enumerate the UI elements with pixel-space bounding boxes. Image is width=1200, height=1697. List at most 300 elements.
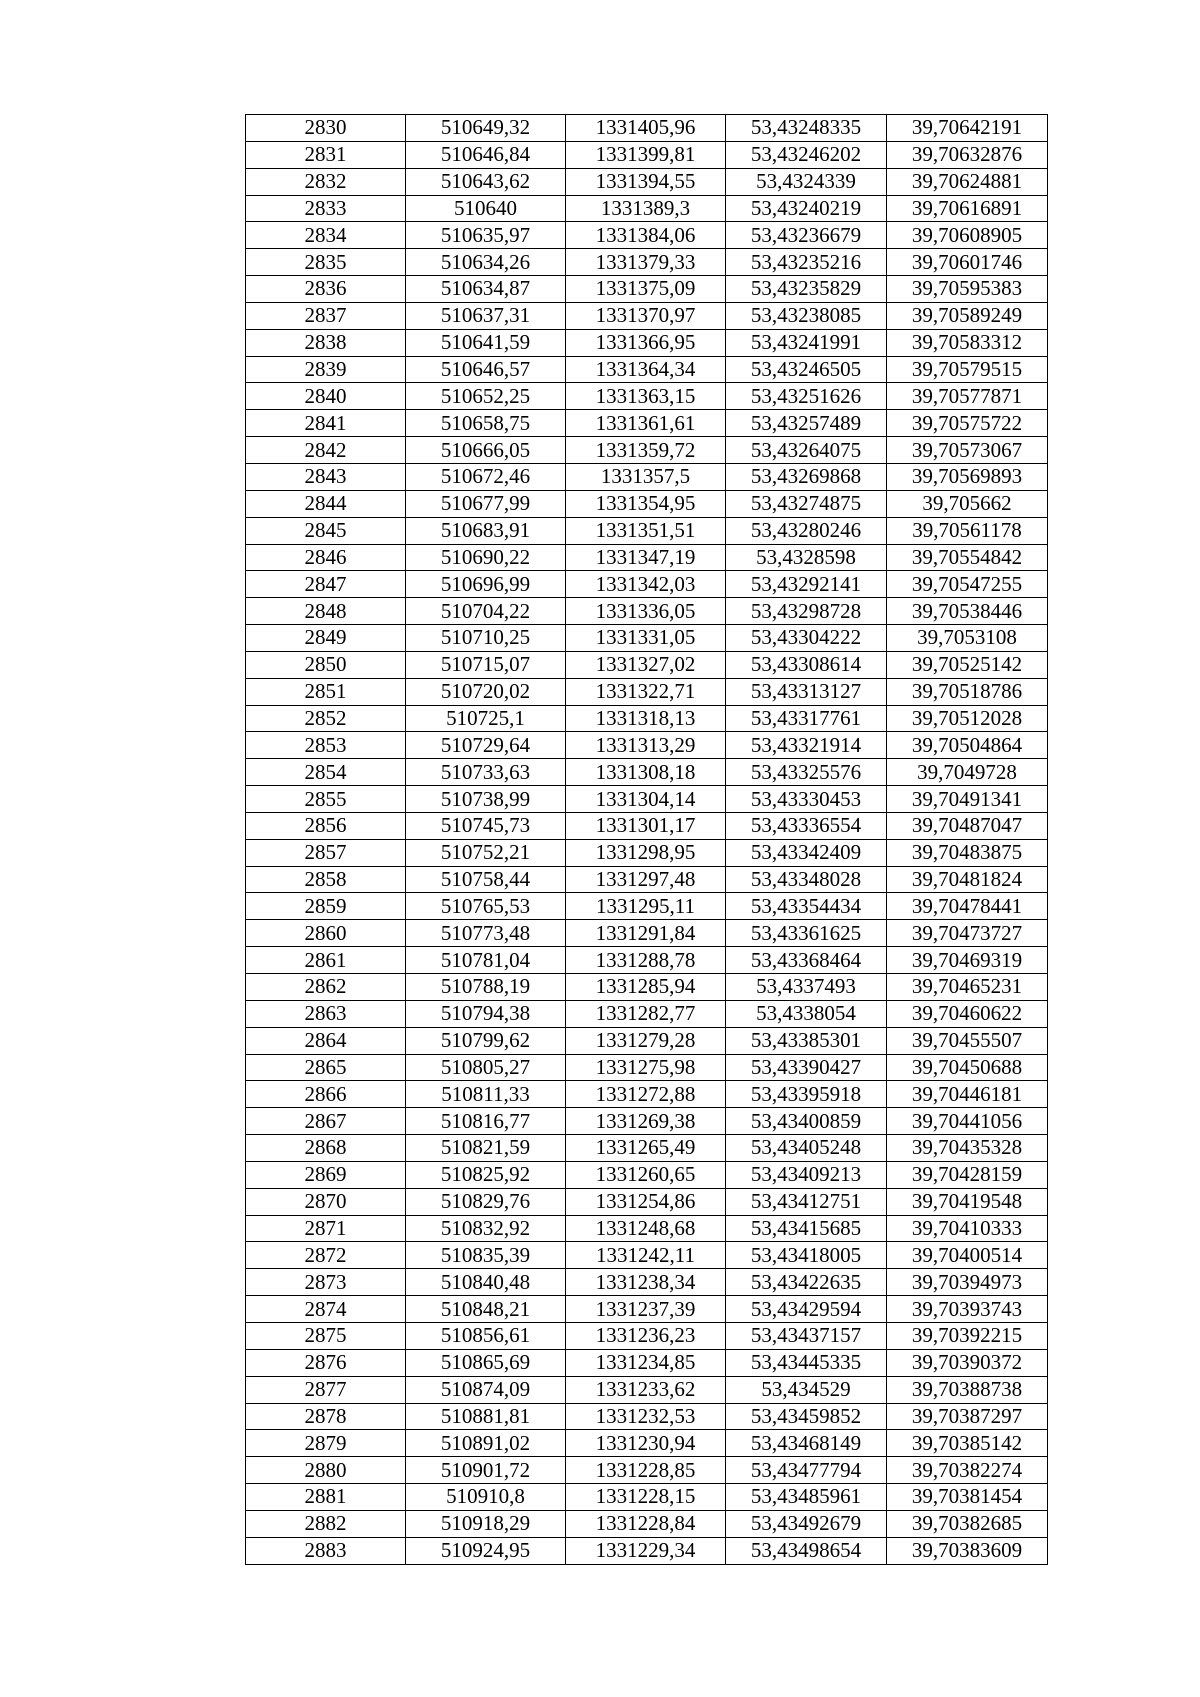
table-row — [246, 947, 1048, 974]
y-coordinate-cell: 1331318,13 — [566, 705, 726, 732]
latitude-cell: 53,43321914 — [726, 732, 887, 759]
y-coordinate-cell: 1331233,62 — [566, 1376, 726, 1403]
latitude-cell: 53,43498654 — [726, 1537, 887, 1564]
x-coordinate-cell: 510634,87 — [406, 276, 566, 303]
table-row — [246, 1081, 1048, 1108]
longitude-cell: 39,70381454 — [887, 1484, 1048, 1511]
point-number-cell: 2863 — [246, 1000, 406, 1027]
latitude-cell: 53,43354434 — [726, 893, 887, 920]
point-number-cell: 2868 — [246, 1135, 406, 1162]
latitude-cell: 53,43269868 — [726, 463, 887, 490]
point-number-cell: 2865 — [246, 1054, 406, 1081]
y-coordinate-cell: 1331228,85 — [566, 1457, 726, 1484]
point-number-cell: 2848 — [246, 598, 406, 625]
y-coordinate-cell: 1331342,03 — [566, 571, 726, 598]
y-coordinate-cell: 1331260,65 — [566, 1161, 726, 1188]
y-coordinate-cell: 1331370,97 — [566, 302, 726, 329]
x-coordinate-cell: 510825,92 — [406, 1161, 566, 1188]
x-coordinate-cell: 510646,84 — [406, 141, 566, 168]
latitude-cell: 53,43336554 — [726, 812, 887, 839]
longitude-cell: 39,70435328 — [887, 1135, 1048, 1162]
longitude-cell: 39,70455507 — [887, 1027, 1048, 1054]
table-row — [246, 920, 1048, 947]
y-coordinate-cell: 1331234,85 — [566, 1349, 726, 1376]
point-number-cell: 2858 — [246, 866, 406, 893]
x-coordinate-cell: 510696,99 — [406, 571, 566, 598]
y-coordinate-cell: 1331363,15 — [566, 383, 726, 410]
y-coordinate-cell: 1331399,81 — [566, 141, 726, 168]
table-row — [246, 1322, 1048, 1349]
table-row — [246, 651, 1048, 678]
point-number-cell: 2864 — [246, 1027, 406, 1054]
latitude-cell: 53,43342409 — [726, 839, 887, 866]
y-coordinate-cell: 1331272,88 — [566, 1081, 726, 1108]
table-row — [246, 195, 1048, 222]
table-row — [246, 974, 1048, 1001]
latitude-cell: 53,4338054 — [726, 1000, 887, 1027]
table-row — [246, 1510, 1048, 1537]
longitude-cell: 39,70469319 — [887, 947, 1048, 974]
x-coordinate-cell: 510637,31 — [406, 302, 566, 329]
x-coordinate-cell: 510773,48 — [406, 920, 566, 947]
latitude-cell: 53,43395918 — [726, 1081, 887, 1108]
latitude-cell: 53,43235829 — [726, 276, 887, 303]
latitude-cell: 53,43274875 — [726, 490, 887, 517]
table-row — [246, 490, 1048, 517]
point-number-cell: 2875 — [246, 1322, 406, 1349]
longitude-cell: 39,70460622 — [887, 1000, 1048, 1027]
longitude-cell: 39,70512028 — [887, 705, 1048, 732]
y-coordinate-cell: 1331228,15 — [566, 1484, 726, 1511]
table-row — [246, 1135, 1048, 1162]
x-coordinate-cell: 510832,92 — [406, 1215, 566, 1242]
point-number-cell: 2857 — [246, 839, 406, 866]
point-number-cell: 2837 — [246, 302, 406, 329]
point-number-cell: 2866 — [246, 1081, 406, 1108]
latitude-cell: 53,434529 — [726, 1376, 887, 1403]
x-coordinate-cell: 510829,76 — [406, 1188, 566, 1215]
table-row — [246, 544, 1048, 571]
x-coordinate-cell: 510865,69 — [406, 1349, 566, 1376]
point-number-cell: 2862 — [246, 974, 406, 1001]
longitude-cell: 39,70595383 — [887, 276, 1048, 303]
point-number-cell: 2831 — [246, 141, 406, 168]
point-number-cell: 2854 — [246, 759, 406, 786]
latitude-cell: 53,43251626 — [726, 383, 887, 410]
longitude-cell: 39,70538446 — [887, 598, 1048, 625]
point-number-cell: 2856 — [246, 812, 406, 839]
longitude-cell: 39,70579515 — [887, 356, 1048, 383]
latitude-cell: 53,43409213 — [726, 1161, 887, 1188]
x-coordinate-cell: 510725,1 — [406, 705, 566, 732]
x-coordinate-cell: 510720,02 — [406, 678, 566, 705]
longitude-cell: 39,70518786 — [887, 678, 1048, 705]
y-coordinate-cell: 1331375,09 — [566, 276, 726, 303]
coordinates-table — [245, 114, 1048, 1565]
y-coordinate-cell: 1331242,11 — [566, 1242, 726, 1269]
point-number-cell: 2872 — [246, 1242, 406, 1269]
point-number-cell: 2878 — [246, 1403, 406, 1430]
x-coordinate-cell: 510690,22 — [406, 544, 566, 571]
y-coordinate-cell: 1331336,05 — [566, 598, 726, 625]
latitude-cell: 53,43418005 — [726, 1242, 887, 1269]
latitude-cell: 53,4337493 — [726, 974, 887, 1001]
point-number-cell: 2873 — [246, 1269, 406, 1296]
y-coordinate-cell: 1331361,61 — [566, 410, 726, 437]
latitude-cell: 53,43304222 — [726, 625, 887, 652]
x-coordinate-cell: 510729,64 — [406, 732, 566, 759]
longitude-cell: 39,70561178 — [887, 517, 1048, 544]
table-row — [246, 168, 1048, 195]
table-row — [246, 437, 1048, 464]
y-coordinate-cell: 1331308,18 — [566, 759, 726, 786]
longitude-cell: 39,70487047 — [887, 812, 1048, 839]
latitude-cell: 53,43257489 — [726, 410, 887, 437]
latitude-cell: 53,43405248 — [726, 1135, 887, 1162]
longitude-cell: 39,7053108 — [887, 625, 1048, 652]
x-coordinate-cell: 510677,99 — [406, 490, 566, 517]
longitude-cell: 39,70393743 — [887, 1296, 1048, 1323]
y-coordinate-cell: 1331236,23 — [566, 1322, 726, 1349]
table-row — [246, 115, 1048, 142]
longitude-cell: 39,70450688 — [887, 1054, 1048, 1081]
longitude-cell: 39,7049728 — [887, 759, 1048, 786]
x-coordinate-cell: 510874,09 — [406, 1376, 566, 1403]
point-number-cell: 2880 — [246, 1457, 406, 1484]
longitude-cell: 39,70616891 — [887, 195, 1048, 222]
table-row — [246, 1537, 1048, 1564]
longitude-cell: 39,70394973 — [887, 1269, 1048, 1296]
y-coordinate-cell: 1331347,19 — [566, 544, 726, 571]
longitude-cell: 39,70483875 — [887, 839, 1048, 866]
x-coordinate-cell: 510848,21 — [406, 1296, 566, 1323]
latitude-cell: 53,43325576 — [726, 759, 887, 786]
y-coordinate-cell: 1331322,71 — [566, 678, 726, 705]
latitude-cell: 53,43241991 — [726, 329, 887, 356]
x-coordinate-cell: 510658,75 — [406, 410, 566, 437]
y-coordinate-cell: 1331237,39 — [566, 1296, 726, 1323]
table-row — [246, 678, 1048, 705]
point-number-cell: 2833 — [246, 195, 406, 222]
table-row — [246, 410, 1048, 437]
y-coordinate-cell: 1331232,53 — [566, 1403, 726, 1430]
table-row — [246, 1161, 1048, 1188]
latitude-cell: 53,43235216 — [726, 249, 887, 276]
x-coordinate-cell: 510910,8 — [406, 1484, 566, 1511]
x-coordinate-cell: 510856,61 — [406, 1322, 566, 1349]
x-coordinate-cell: 510745,73 — [406, 812, 566, 839]
latitude-cell: 53,43459852 — [726, 1403, 887, 1430]
y-coordinate-cell: 1331279,28 — [566, 1027, 726, 1054]
x-coordinate-cell: 510758,44 — [406, 866, 566, 893]
point-number-cell: 2870 — [246, 1188, 406, 1215]
longitude-cell: 39,70608905 — [887, 222, 1048, 249]
table-row — [246, 625, 1048, 652]
point-number-cell: 2836 — [246, 276, 406, 303]
latitude-cell: 53,43330453 — [726, 786, 887, 813]
latitude-cell: 53,43292141 — [726, 571, 887, 598]
table-row — [246, 1376, 1048, 1403]
longitude-cell: 39,705662 — [887, 490, 1048, 517]
table-row — [246, 1054, 1048, 1081]
longitude-cell: 39,70446181 — [887, 1081, 1048, 1108]
table-row — [246, 1403, 1048, 1430]
table-row — [246, 141, 1048, 168]
longitude-cell: 39,70478441 — [887, 893, 1048, 920]
latitude-cell: 53,43240219 — [726, 195, 887, 222]
longitude-cell: 39,70577871 — [887, 383, 1048, 410]
latitude-cell: 53,43492679 — [726, 1510, 887, 1537]
longitude-cell: 39,70382274 — [887, 1457, 1048, 1484]
y-coordinate-cell: 1331275,98 — [566, 1054, 726, 1081]
y-coordinate-cell: 1331295,11 — [566, 893, 726, 920]
latitude-cell: 53,43485961 — [726, 1484, 887, 1511]
latitude-cell: 53,43236679 — [726, 222, 887, 249]
table-row — [246, 812, 1048, 839]
latitude-cell: 53,4328598 — [726, 544, 887, 571]
x-coordinate-cell: 510640 — [406, 195, 566, 222]
x-coordinate-cell: 510891,02 — [406, 1430, 566, 1457]
y-coordinate-cell: 1331248,68 — [566, 1215, 726, 1242]
y-coordinate-cell: 1331304,14 — [566, 786, 726, 813]
point-number-cell: 2877 — [246, 1376, 406, 1403]
table-row — [246, 893, 1048, 920]
x-coordinate-cell: 510710,25 — [406, 625, 566, 652]
table-row — [246, 1188, 1048, 1215]
point-number-cell: 2867 — [246, 1108, 406, 1135]
point-number-cell: 2852 — [246, 705, 406, 732]
point-number-cell: 2874 — [246, 1296, 406, 1323]
point-number-cell: 2849 — [246, 625, 406, 652]
x-coordinate-cell: 510733,63 — [406, 759, 566, 786]
longitude-cell: 39,70632876 — [887, 141, 1048, 168]
table-row — [246, 356, 1048, 383]
latitude-cell: 53,43437157 — [726, 1322, 887, 1349]
y-coordinate-cell: 1331394,55 — [566, 168, 726, 195]
point-number-cell: 2879 — [246, 1430, 406, 1457]
point-number-cell: 2830 — [246, 115, 406, 142]
table-row — [246, 222, 1048, 249]
longitude-cell: 39,70388738 — [887, 1376, 1048, 1403]
longitude-cell: 39,70525142 — [887, 651, 1048, 678]
table-row — [246, 1000, 1048, 1027]
table-row — [246, 1296, 1048, 1323]
y-coordinate-cell: 1331298,95 — [566, 839, 726, 866]
point-number-cell: 2840 — [246, 383, 406, 410]
latitude-cell: 53,43313127 — [726, 678, 887, 705]
x-coordinate-cell: 510634,26 — [406, 249, 566, 276]
x-coordinate-cell: 510765,53 — [406, 893, 566, 920]
x-coordinate-cell: 510788,19 — [406, 974, 566, 1001]
table-row — [246, 517, 1048, 544]
table-row — [246, 786, 1048, 813]
point-number-cell: 2853 — [246, 732, 406, 759]
latitude-cell: 53,43246505 — [726, 356, 887, 383]
latitude-cell: 53,43445335 — [726, 1349, 887, 1376]
x-coordinate-cell: 510646,57 — [406, 356, 566, 383]
y-coordinate-cell: 1331359,72 — [566, 437, 726, 464]
point-number-cell: 2839 — [246, 356, 406, 383]
point-number-cell: 2844 — [246, 490, 406, 517]
x-coordinate-cell: 510901,72 — [406, 1457, 566, 1484]
y-coordinate-cell: 1331269,38 — [566, 1108, 726, 1135]
y-coordinate-cell: 1331405,96 — [566, 115, 726, 142]
latitude-cell: 53,43400859 — [726, 1108, 887, 1135]
longitude-cell: 39,70569893 — [887, 463, 1048, 490]
latitude-cell: 53,43280246 — [726, 517, 887, 544]
y-coordinate-cell: 1331331,05 — [566, 625, 726, 652]
longitude-cell: 39,70624881 — [887, 168, 1048, 195]
point-number-cell: 2843 — [246, 463, 406, 490]
point-number-cell: 2859 — [246, 893, 406, 920]
y-coordinate-cell: 1331230,94 — [566, 1430, 726, 1457]
table-row — [246, 598, 1048, 625]
latitude-cell: 53,43264075 — [726, 437, 887, 464]
point-number-cell: 2861 — [246, 947, 406, 974]
x-coordinate-cell: 510781,04 — [406, 947, 566, 974]
table-row — [246, 1108, 1048, 1135]
point-number-cell: 2847 — [246, 571, 406, 598]
table-row — [246, 571, 1048, 598]
x-coordinate-cell: 510672,46 — [406, 463, 566, 490]
y-coordinate-cell: 1331297,48 — [566, 866, 726, 893]
point-number-cell: 2834 — [246, 222, 406, 249]
x-coordinate-cell: 510918,29 — [406, 1510, 566, 1537]
point-number-cell: 2871 — [246, 1215, 406, 1242]
y-coordinate-cell: 1331313,29 — [566, 732, 726, 759]
y-coordinate-cell: 1331238,34 — [566, 1269, 726, 1296]
longitude-cell: 39,70589249 — [887, 302, 1048, 329]
point-number-cell: 2876 — [246, 1349, 406, 1376]
latitude-cell: 53,43348028 — [726, 866, 887, 893]
latitude-cell: 53,43422635 — [726, 1269, 887, 1296]
table-row — [246, 732, 1048, 759]
x-coordinate-cell: 510924,95 — [406, 1537, 566, 1564]
table-row — [246, 1457, 1048, 1484]
table-row — [246, 1430, 1048, 1457]
table-row — [246, 1349, 1048, 1376]
point-number-cell: 2869 — [246, 1161, 406, 1188]
point-number-cell: 2883 — [246, 1537, 406, 1564]
y-coordinate-cell: 1331327,02 — [566, 651, 726, 678]
longitude-cell: 39,70573067 — [887, 437, 1048, 464]
y-coordinate-cell: 1331351,51 — [566, 517, 726, 544]
longitude-cell: 39,70583312 — [887, 329, 1048, 356]
x-coordinate-cell: 510635,97 — [406, 222, 566, 249]
point-number-cell: 2882 — [246, 1510, 406, 1537]
y-coordinate-cell: 1331288,78 — [566, 947, 726, 974]
table-row — [246, 463, 1048, 490]
y-coordinate-cell: 1331285,94 — [566, 974, 726, 1001]
latitude-cell: 53,43308614 — [726, 651, 887, 678]
x-coordinate-cell: 510752,21 — [406, 839, 566, 866]
table-row — [246, 759, 1048, 786]
point-number-cell: 2841 — [246, 410, 406, 437]
table-row — [246, 705, 1048, 732]
longitude-cell: 39,70382685 — [887, 1510, 1048, 1537]
x-coordinate-cell: 510816,77 — [406, 1108, 566, 1135]
table-row — [246, 302, 1048, 329]
latitude-cell: 53,43317761 — [726, 705, 887, 732]
latitude-cell: 53,43298728 — [726, 598, 887, 625]
longitude-cell: 39,70390372 — [887, 1349, 1048, 1376]
x-coordinate-cell: 510794,38 — [406, 1000, 566, 1027]
longitude-cell: 39,70575722 — [887, 410, 1048, 437]
y-coordinate-cell: 1331389,3 — [566, 195, 726, 222]
point-number-cell: 2881 — [246, 1484, 406, 1511]
x-coordinate-cell: 510641,59 — [406, 329, 566, 356]
point-number-cell: 2850 — [246, 651, 406, 678]
x-coordinate-cell: 510704,22 — [406, 598, 566, 625]
table-row — [246, 249, 1048, 276]
table-row — [246, 329, 1048, 356]
y-coordinate-cell: 1331379,33 — [566, 249, 726, 276]
latitude-cell: 53,43246202 — [726, 141, 887, 168]
x-coordinate-cell: 510666,05 — [406, 437, 566, 464]
table-row — [246, 839, 1048, 866]
longitude-cell: 39,70601746 — [887, 249, 1048, 276]
point-number-cell: 2845 — [246, 517, 406, 544]
y-coordinate-cell: 1331354,95 — [566, 490, 726, 517]
y-coordinate-cell: 1331291,84 — [566, 920, 726, 947]
point-number-cell: 2860 — [246, 920, 406, 947]
x-coordinate-cell: 510738,99 — [406, 786, 566, 813]
y-coordinate-cell: 1331364,34 — [566, 356, 726, 383]
latitude-cell: 53,43248335 — [726, 115, 887, 142]
table-row — [246, 1242, 1048, 1269]
latitude-cell: 53,4324339 — [726, 168, 887, 195]
latitude-cell: 53,43477794 — [726, 1457, 887, 1484]
x-coordinate-cell: 510881,81 — [406, 1403, 566, 1430]
longitude-cell: 39,70491341 — [887, 786, 1048, 813]
longitude-cell: 39,70554842 — [887, 544, 1048, 571]
latitude-cell: 53,43390427 — [726, 1054, 887, 1081]
x-coordinate-cell: 510811,33 — [406, 1081, 566, 1108]
longitude-cell: 39,70385142 — [887, 1430, 1048, 1457]
latitude-cell: 53,43361625 — [726, 920, 887, 947]
latitude-cell: 53,43368464 — [726, 947, 887, 974]
y-coordinate-cell: 1331228,84 — [566, 1510, 726, 1537]
point-number-cell: 2846 — [246, 544, 406, 571]
latitude-cell: 53,43385301 — [726, 1027, 887, 1054]
point-number-cell: 2855 — [246, 786, 406, 813]
y-coordinate-cell: 1331254,86 — [566, 1188, 726, 1215]
longitude-cell: 39,70410333 — [887, 1215, 1048, 1242]
y-coordinate-cell: 1331282,77 — [566, 1000, 726, 1027]
x-coordinate-cell: 510683,91 — [406, 517, 566, 544]
table-row — [246, 1269, 1048, 1296]
latitude-cell: 53,43412751 — [726, 1188, 887, 1215]
latitude-cell: 53,43429594 — [726, 1296, 887, 1323]
longitude-cell: 39,70383609 — [887, 1537, 1048, 1564]
longitude-cell: 39,70642191 — [887, 115, 1048, 142]
longitude-cell: 39,70392215 — [887, 1322, 1048, 1349]
x-coordinate-cell: 510715,07 — [406, 651, 566, 678]
y-coordinate-cell: 1331357,5 — [566, 463, 726, 490]
table-row — [246, 276, 1048, 303]
coordinates-table-body — [246, 115, 1048, 1565]
x-coordinate-cell: 510805,27 — [406, 1054, 566, 1081]
table-row — [246, 1484, 1048, 1511]
x-coordinate-cell: 510799,62 — [406, 1027, 566, 1054]
point-number-cell: 2851 — [246, 678, 406, 705]
x-coordinate-cell: 510643,62 — [406, 168, 566, 195]
x-coordinate-cell: 510649,32 — [406, 115, 566, 142]
x-coordinate-cell: 510835,39 — [406, 1242, 566, 1269]
longitude-cell: 39,70504864 — [887, 732, 1048, 759]
y-coordinate-cell: 1331229,34 — [566, 1537, 726, 1564]
latitude-cell: 53,43468149 — [726, 1430, 887, 1457]
